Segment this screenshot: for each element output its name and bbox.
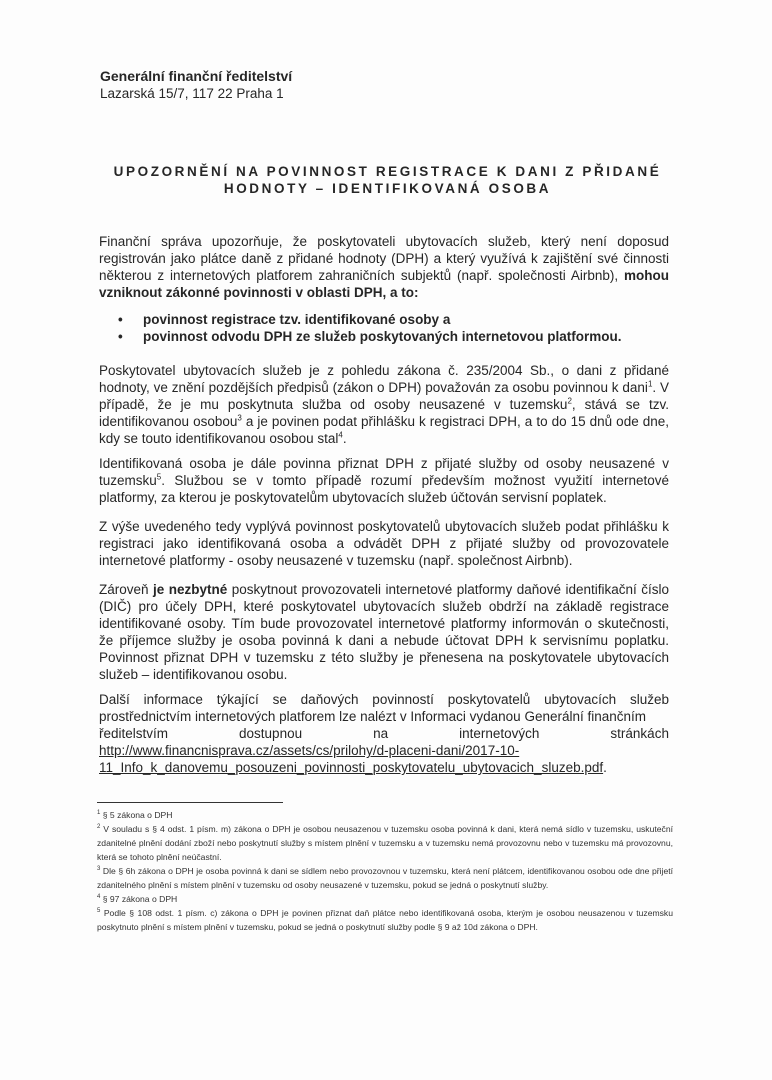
p5-text-b: poskytnout provozovateli internetové platformy daňové identifikační číslo (DIČ) pro účely DPH, které poskytovatel ubytovacích služeb obdrží na základě registrace identifikované osoby. Tím bude provozovatel internetové platformy informován o skutečnosti, že příjemce služby je osoba povinná k dani a nebude účtovat DPH k servisnímu poplatku. Povinnost přiznat DPH v tuzemsku z této služby je přenesena na poskytovatele ubytovacích služeb – identifikovanou osobu. bbox=[99, 582, 669, 682]
footnote-number: 5 bbox=[97, 908, 101, 915]
footnote-item bbox=[97, 906, 673, 934]
footnote-item bbox=[97, 822, 673, 864]
info-document-link[interactable]: http://www.financnisprava.cz/assets/cs/prilohy/d-placeni-dani/2017-10- bbox=[99, 743, 520, 758]
intro-bold-text: mohou vzniknout zákonné povinnosti v oblasti DPH, a to: bbox=[99, 268, 669, 300]
p5-text-a: Zároveň bbox=[99, 582, 153, 597]
footnote-separator bbox=[97, 802, 283, 803]
p6-word: stránkách bbox=[610, 726, 669, 741]
letterhead bbox=[100, 68, 292, 102]
footnote-number: 2 bbox=[97, 824, 101, 831]
info-document-link-continued[interactable]: 11_Info_k_danovemu_posouzeni_povinnosti_poskytovatelu_ubytovacich_sluzeb.pdf bbox=[99, 760, 604, 775]
paragraph-more-info bbox=[99, 691, 669, 776]
footnote-ref-1: 1 bbox=[647, 379, 653, 389]
p6-justified-line bbox=[99, 725, 669, 742]
p2-text-b: . V případě, že je mu poskytnuta služba od osoby neusazené v tuzemsku bbox=[99, 380, 669, 412]
p2-text-d: a je povinen podat přihlášku k registraci DPH, a to do 15 dnů ode dne, kdy se touto identifikovanou osobou stal bbox=[99, 414, 669, 446]
p6-tail: . bbox=[603, 760, 607, 775]
footnote-text: § 97 zákona o DPH bbox=[102, 894, 178, 904]
paragraph-conclusion bbox=[99, 518, 669, 569]
document-title: UPOZORNĚNÍ NA POVINNOST REGISTRACE K DANI Z PŘIDANÉ HODNOTY – IDENTIFIKOVANÁ OSOBA bbox=[113, 164, 662, 196]
footnote-ref-3: 3 bbox=[237, 413, 242, 423]
footnote-text: § 5 zákona o DPH bbox=[102, 810, 173, 820]
p6-word: na bbox=[373, 726, 389, 741]
p2-text-e: . bbox=[342, 431, 347, 446]
footnote-number: 3 bbox=[97, 866, 101, 873]
list-item: • povinnost registrace tzv. identifikované osoby a bbox=[99, 311, 669, 328]
paragraph-taxable-person bbox=[99, 362, 669, 447]
paragraph-vat-number bbox=[99, 581, 669, 683]
footnote-number: 1 bbox=[97, 810, 101, 817]
p6-word: dostupnou bbox=[239, 726, 303, 741]
p6-word: internetových bbox=[459, 726, 540, 741]
p6-word: ředitelstvím bbox=[99, 726, 169, 741]
paragraph-intro bbox=[99, 233, 669, 301]
footnote-text: Podle § 108 odst. 1 písm. c) zákona o DPH je povinen přiznat daň plátce nebo identifikovaná osoba, kterým je osobou neusazenou v tuzemsku poskytnuto plnění s místem plnění v tuzemsku, pokud se jedná o poskytnutí služby podle § 9 až 10d zákona o DPH. bbox=[97, 908, 674, 932]
footnotes bbox=[97, 808, 673, 934]
p3-text-b: . Službou se v tomto případě rozumí především možnost využití internetové platformy, za kterou je poskytovatelům ubytovacích služeb účtován servisní poplatek. bbox=[99, 473, 669, 505]
list-item: • povinnost odvodu DPH ze služeb poskytovaných internetovou platformou. bbox=[99, 328, 669, 345]
organization-address: Lazarská 15/7, 117 22 Praha 1 bbox=[100, 86, 284, 101]
p5-bold-text: je nezbytné bbox=[153, 582, 228, 597]
p6-line1: Další informace týkající se daňových povinností poskytovatelů ubytovacích služeb prostřednictvím internetových platforem lze nalézt v Informaci vydanou Generální finančním bbox=[99, 692, 669, 724]
footnote-ref-2: 2 bbox=[567, 396, 572, 406]
footnote-item bbox=[97, 808, 673, 822]
organization-name: Generální finanční ředitelství bbox=[100, 68, 293, 84]
footnote-text: Dle § 6h zákona o DPH je osoba povinná k dani se sídlem nebo provozovnou v tuzemsku, která není plátcem, identifikovanou osobou ode dne přijetí zdanitelného plnění s místem plnění v tuzemsku od osoby neusazené v tuzemsku, pokud se jedná o poskytnutí služby. bbox=[97, 866, 673, 890]
paragraph-identified-person bbox=[99, 455, 669, 506]
footnote-ref-5: 5 bbox=[156, 472, 162, 482]
p4-text: Z výše uvedeného tedy vyplývá povinnost poskytovatelů ubytovacích služeb podat přihlášku k registraci jako identifikovaná osoba a odvádět DPH z přijaté služby od provozovatele internetové platformy - osoby neusazené v tuzemsku (např. společnost Airbnb). bbox=[99, 519, 669, 568]
intro-text: Finanční správa upozorňuje, že poskytovateli ubytovacích služeb, který není doposud registrován jako plátce daně z přidané hodnoty (DPH) a který využívá k zajištění své činnosti některou z internetových platforem zahraničních subjektů (např. společnosti Airbnb), bbox=[99, 234, 669, 283]
footnote-item bbox=[97, 892, 673, 906]
footnote-text: V souladu s § 4 odst. 1 písm. m) zákona o DPH je osobou neusazenou v tuzemsku osoba povinná k dani, která nemá sídlo v tuzemsku, uskuteční zdanitelné plnění dodání zboží nebo poskytnutí služby s místem plnění v tuzemsku a v tuzemsku nemá provozovnu nebo v tuzemsku má provozovnu, která se tohoto plnění neúčastní. bbox=[97, 824, 673, 862]
footnote-item bbox=[97, 864, 673, 892]
obligations-list bbox=[99, 311, 669, 345]
p2-text-a: Poskytovatel ubytovacích služeb je z pohledu zákona č. 235/2004 Sb., o dani z přidané hodnoty, ve znění pozdějších předpisů (zákon o DPH) považován za osobu povinnou k dani bbox=[99, 363, 669, 395]
footnote-ref-4: 4 bbox=[338, 430, 343, 440]
footnote-number: 4 bbox=[97, 894, 101, 901]
p2-text-c: , stává se tzv. identifikovanou osobou bbox=[99, 397, 669, 429]
p3-text-a: Identifikovaná osoba je dále povinna přiznat DPH z přijaté služby od osoby neusazené v tuzemsku bbox=[99, 456, 669, 488]
